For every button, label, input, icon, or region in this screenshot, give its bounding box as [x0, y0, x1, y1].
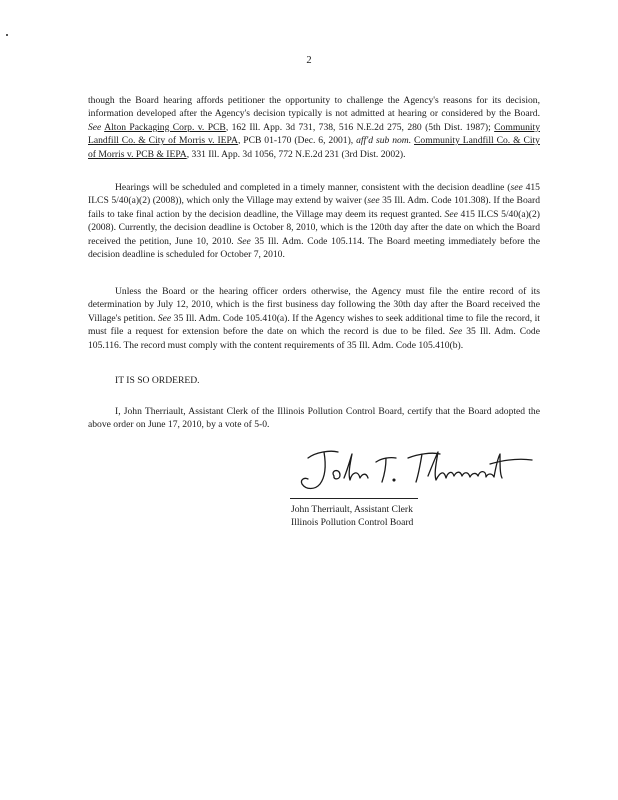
p1-cite2: , PCB 01-170 (Dec. 6, 2001),: [237, 135, 357, 147]
p1-affd: aff'd sub nom.: [356, 135, 412, 147]
signer-organization: Illinois Pollution Control Board: [291, 517, 414, 529]
paragraph-hearing-evidence: [88, 94, 540, 161]
p1-lead: though the Board hearing affords petitioner the opportunity to challenge the Agency's reasons for its decision, information developed after the Agency's decision typically is not admitted at hearing or considered by the Board.: [88, 95, 540, 120]
p1-see: See: [88, 121, 102, 133]
p2-t5: 35 Ill. Adm. Code 105.114. The Board meeting immediately before the decision deadline is scheduled for October 7, 2010.: [88, 235, 540, 261]
p2-t2: 415 ILCS 5/40(a)(2) (2008)), which only the Village may extend by waiver (: [88, 182, 540, 207]
signer-block: [291, 503, 413, 530]
p3-t3: 35 Ill. Adm. Code 105.116. The record must comply with the content requirements of 35 Ill. Adm. Code 105.410(b).: [88, 326, 540, 351]
page-number: 2: [306, 55, 312, 66]
p1-cite3: , 331 Ill. App. 3d 1056, 772 N.E.2d 231 (3rd Dist. 2002).: [186, 148, 406, 160]
p2-see1: see: [510, 182, 523, 193]
p2-t4: 415 ILCS 5/40(a)(2) (2008). Currently, the decision deadline is October 8, 2010, which is the 120th day after the date on which the Board received the petition, June 10, 2010.: [88, 208, 540, 247]
paragraph-record-filing: [88, 285, 540, 352]
p3-t2: 35 Ill. Adm. Code 105.410(a). If the Agency wishes to seek additional time to file the record, it must file a request for extension before the date on which the record is due to be filed.: [88, 312, 540, 338]
p2-see3: See: [444, 208, 458, 220]
signer-name-title: John Therriault, Assistant Clerk: [291, 504, 413, 515]
p3-see2: See: [448, 326, 463, 338]
p2-t1: Hearings will be scheduled and completed in a timely manner, consistent with the decision deadline (: [115, 182, 511, 193]
p3-t1: Unless the Board or the hearing officer orders otherwise, the Agency must file the entire record of its determination by July 12, 2010, which is the first business day following the 30th day after the Board received the Village's petition.: [88, 286, 540, 324]
p2-see2: see: [367, 195, 380, 207]
so-ordered: IT IS SO ORDERED.: [115, 375, 200, 386]
p3-see1: See: [157, 312, 172, 324]
paragraph-decision-deadline: [88, 181, 540, 261]
p2-t3: 35 Ill. Adm. Code 101.308). If the Board fails to take final action by the decision deadline, the Village may deem its request granted.: [88, 195, 540, 220]
signature-line: [290, 498, 418, 499]
case-community-landfill-pcb: Community Landfill Co. & City of Morris v. PCB & IEPA: [88, 135, 540, 160]
case-community-landfill-iepa: Community Landfill Co. & City of Morris v. IEPA: [88, 121, 540, 147]
scan-speck: [6, 34, 8, 36]
clerk-certification: I, John Therriault, Assistant Clerk of the Illinois Pollution Control Board, certify that the Board adopted the above order on June 17, 2010, by a vote of 5-0.: [88, 406, 540, 431]
p2-see4: See: [237, 235, 251, 247]
case-alton-packaging: Alton Packaging Corp. v. PCB: [104, 121, 226, 133]
handwritten-signature: [290, 440, 540, 505]
p1-cite1: , 162 Ill. App. 3d 731, 738, 516 N.E.2d 275, 280 (5th Dist. 1987);: [225, 121, 495, 133]
